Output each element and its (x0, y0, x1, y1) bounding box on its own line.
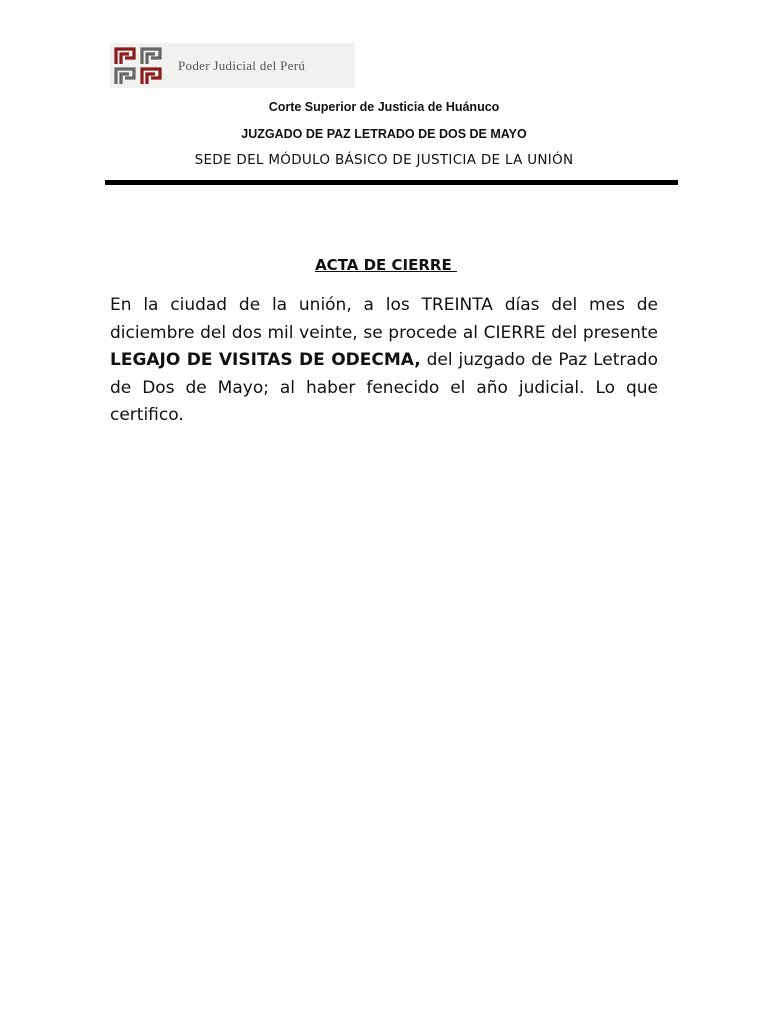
juzgado-name: JUZGADO DE PAZ LETRADO DE DOS DE MAYO (241, 127, 527, 141)
document-title: ACTA DE CIERRE (315, 256, 457, 274)
sede-name: SEDE DEL MÓDULO BÁSICO DE JUSTICIA DE LA UNIÓN (194, 152, 574, 168)
poder-judicial-logo (110, 43, 355, 88)
document-paragraph (110, 292, 658, 430)
court-name: Corte Superior de Justicia de Huánuco (268, 100, 500, 114)
paragraph-text-end: del juzgado de Paz Letrado de Dos de Mayo; al haber fenecido el año judicial. Lo que certifico. (110, 350, 658, 425)
header-divider (105, 180, 678, 185)
paragraph-bold-text: LEGAJO DE VISITAS DE ODECMA, (110, 350, 421, 370)
poder-judicial-emblem-icon (114, 46, 166, 86)
logo-text: Poder Judicial del Perú (178, 57, 306, 73)
paragraph-text-start: En la ciudad de la unión, a los TREINTA días del mes de diciembre del dos mil veinte, se procede al CIERRE del presente (110, 295, 658, 343)
